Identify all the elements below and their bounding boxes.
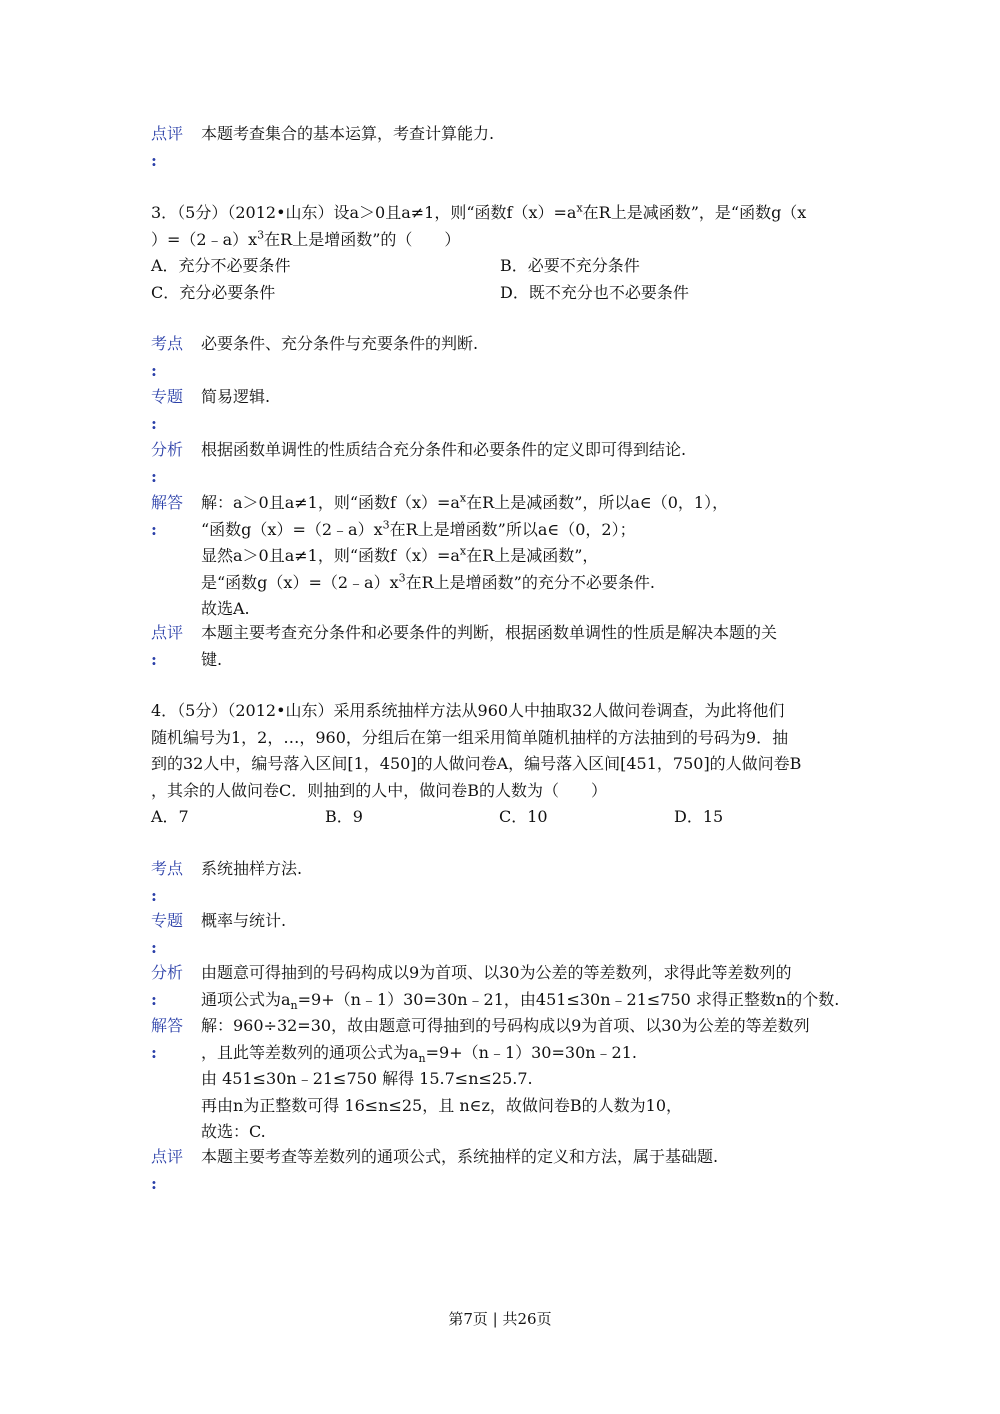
prev-review — [151, 121, 851, 170]
label-kaodian: 考点 : — [151, 859, 184, 905]
q3-dianping: 点评 : 本题主要考查充分条件和必要条件的判断，根据函数单调性的性质是解决本题的关 键. — [151, 620, 851, 673]
label-fenxi: 分析 : — [151, 963, 184, 1009]
option-d: D．15 — [674, 807, 724, 826]
option-b: B．必要不充分条件 — [500, 256, 640, 275]
solution-body: 解：960÷32=30，故由题意可得抽到的号码构成以9为首项、以30为公差的等差数列 ，且此等差数列的通项公式为$a_n=9+(n﹣1)30=30n﹣21$. 由 451≤30n﹣21≤750 解得 15.7≤n≤25.7. 再由n为正整数可得 16≤n≤25，且 n∈z，故做问卷B的人数为10， 故选：C. — [201, 1016, 810, 1141]
q4-zhuanti: 专题 : 概率与统计. — [151, 908, 851, 961]
label-dianping: 点评 : — [151, 124, 184, 170]
solution-body: 解：a＞0且a≠1，则“函数$f(x)=a^x$在R上是减函数”，所以a∈（0，1）， “函数$g(x)=(2﹣a)x^3$在R上是增函数”所以a∈（0，2）； 显然a＞0且a≠1，则“函数$f(x)=a^x$在R上是减函数”， 是“函数$g(x)=(2﹣a)x^3$在R上是增函数”的充分不必要条件. 故选A. — [201, 491, 729, 618]
page-footer: 第7页 | 共26页 — [448, 1310, 552, 1328]
q3-zhuanti: 专题 : 简易逻辑. — [151, 384, 851, 437]
q4-kaodian: 考点 : 系统抽样方法. — [151, 856, 851, 909]
option-b: B．9 — [325, 807, 363, 826]
label-dianping: 点评 : — [151, 623, 184, 669]
label-zhuanti: 专题 : — [151, 387, 184, 433]
label-jieda: 解答 : — [151, 493, 184, 539]
q3-jieda — [151, 490, 851, 623]
question-3-options — [151, 253, 851, 306]
q4-dianping: 点评 : 本题主要考查等差数列的通项公式，系统抽样的定义和方法，属于基础题. — [151, 1144, 851, 1197]
label-fenxi: 分析 : — [151, 440, 184, 486]
question-4-stem: 4．（5分）（2012•山东）采用系统抽样方法从960人中抽取32人做问卷调查，为此将他们 随机编号为1，2，…，960，分组后在第一组采用简单随机抽样的方法抽到的号码为9．抽 到的32人中，编号落入区间[1，450]的人做问卷A，编号落入区间[451，750]的人做问卷B ，其余的人做问卷C．则抽到的人中，做问卷B的人数为（ ） — [151, 701, 802, 800]
review-text: 本题考查集合的基本运算，考查计算能力. — [201, 124, 495, 143]
option-d: D．既不充分也不必要条件 — [500, 282, 689, 302]
option-a: A．充分不必要条件 — [151, 256, 291, 275]
question-3-stem: 3．（5分）（2012•山东）设a＞0且a≠1，则“函数$f(x)=a^x$在R上是减函数”，是“函数g（x ）$=(2﹣a)x^3$在R上是增函数”的（ ） — [151, 201, 807, 249]
option-a: A．7 — [151, 807, 189, 826]
label-kaodian: 考点 : — [151, 334, 184, 380]
q4-jieda — [151, 1013, 851, 1146]
label-dianping: 点评 : — [151, 1147, 184, 1193]
q3-kaodian: 考点 : 必要条件、充分条件与充要条件的判断. — [151, 331, 851, 384]
option-c: C．充分必要条件 — [151, 282, 276, 302]
option-c: C．10 — [499, 807, 548, 826]
question-4-options — [151, 804, 851, 831]
q4-fenxi: 分析 : 由题意可得抽到的号码构成以9为首项、以30为公差的等差数列，求得此等差数列的 通项公式为$a_n=9+(n﹣1)30=30n﹣21$，由451≤30n﹣21≤750 求得正整数n的个数. — [151, 960, 851, 1013]
label-zhuanti: 专题 : — [151, 911, 184, 957]
q3-fenxi: 分析 : 根据函数单调性的性质结合充分条件和必要条件的定义即可得到结论. — [151, 437, 851, 490]
label-jieda: 解答 : — [151, 1016, 184, 1062]
